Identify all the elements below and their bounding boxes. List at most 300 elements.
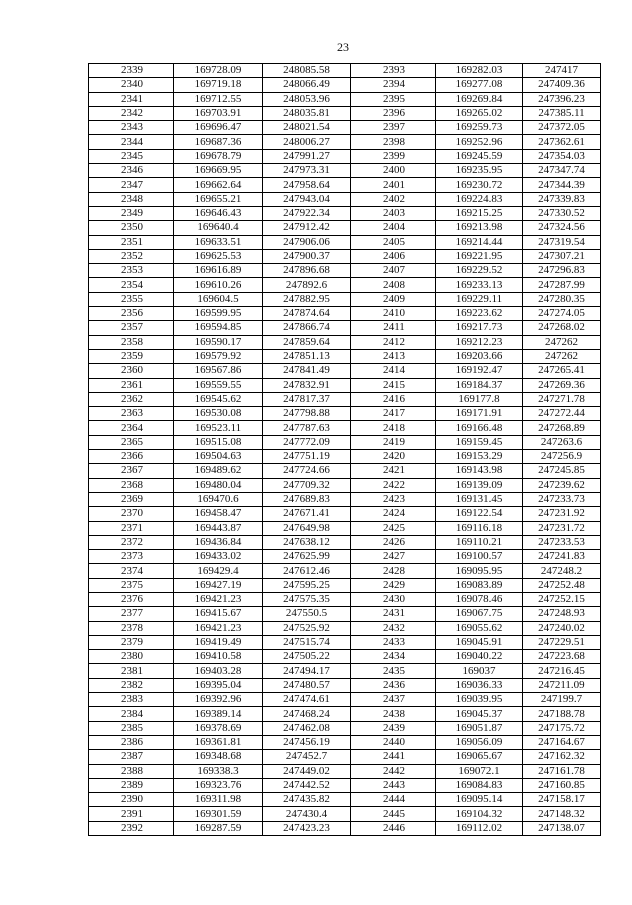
x-coordinate-cell: 169095.95 (436, 564, 523, 578)
x-coordinate-cell: 169122.54 (436, 507, 523, 521)
y-coordinate-cell: 247550.5 (263, 607, 351, 621)
x-coordinate-cell: 169403.28 (174, 664, 263, 678)
x-coordinate-cell: 169265.02 (436, 106, 523, 120)
x-coordinate-cell: 169410.58 (174, 650, 263, 664)
table-row (89, 278, 601, 292)
table-row (89, 349, 601, 363)
point-number-cell: 2393 (351, 64, 436, 78)
point-number-cell: 2365 (89, 435, 174, 449)
table-row (89, 664, 601, 678)
x-coordinate-cell: 169480.04 (174, 478, 263, 492)
y-coordinate-cell: 247162.32 (523, 750, 601, 764)
x-coordinate-cell: 169229.52 (436, 264, 523, 278)
table-row (89, 550, 601, 564)
y-coordinate-cell: 248021.54 (263, 121, 351, 135)
y-coordinate-cell: 247798.88 (263, 407, 351, 421)
table-row (89, 321, 601, 335)
point-number-cell: 2343 (89, 121, 174, 135)
y-coordinate-cell: 247991.27 (263, 149, 351, 163)
y-coordinate-cell: 247906.06 (263, 235, 351, 249)
y-coordinate-cell: 247468.24 (263, 707, 351, 721)
y-coordinate-cell: 247724.66 (263, 464, 351, 478)
table-row (89, 178, 601, 192)
point-number-cell: 2399 (351, 149, 436, 163)
y-coordinate-cell: 247456.19 (263, 735, 351, 749)
point-number-cell: 2341 (89, 92, 174, 106)
point-number-cell: 2375 (89, 578, 174, 592)
point-number-cell: 2345 (89, 149, 174, 163)
x-coordinate-cell: 169392.96 (174, 693, 263, 707)
table-row (89, 592, 601, 606)
table-row (89, 750, 601, 764)
point-number-cell: 2358 (89, 335, 174, 349)
table-row (89, 378, 601, 392)
y-coordinate-cell: 247362.61 (523, 135, 601, 149)
x-coordinate-cell: 169192.47 (436, 364, 523, 378)
y-coordinate-cell: 247515.74 (263, 635, 351, 649)
y-coordinate-cell: 248006.27 (263, 135, 351, 149)
point-number-cell: 2392 (89, 821, 174, 835)
y-coordinate-cell: 247188.78 (523, 707, 601, 721)
x-coordinate-cell: 169703.91 (174, 106, 263, 120)
y-coordinate-cell: 247216.45 (523, 664, 601, 678)
y-coordinate-cell: 247892.6 (263, 278, 351, 292)
x-coordinate-cell: 169177.8 (436, 392, 523, 406)
x-coordinate-cell: 169036.33 (436, 678, 523, 692)
y-coordinate-cell: 247265.41 (523, 364, 601, 378)
y-coordinate-cell: 247452.7 (263, 750, 351, 764)
x-coordinate-cell: 169427.19 (174, 578, 263, 592)
y-coordinate-cell: 247851.13 (263, 349, 351, 363)
y-coordinate-cell: 247239.62 (523, 478, 601, 492)
y-coordinate-cell: 247900.37 (263, 249, 351, 263)
x-coordinate-cell: 169037 (436, 664, 523, 678)
point-number-cell: 2408 (351, 278, 436, 292)
x-coordinate-cell: 169311.98 (174, 793, 263, 807)
table-row (89, 764, 601, 778)
y-coordinate-cell: 247241.83 (523, 550, 601, 564)
table-row (89, 421, 601, 435)
y-coordinate-cell: 247958.64 (263, 178, 351, 192)
x-coordinate-cell: 169419.49 (174, 635, 263, 649)
table-row (89, 221, 601, 235)
point-number-cell: 2404 (351, 221, 436, 235)
point-number-cell: 2371 (89, 521, 174, 535)
x-coordinate-cell: 169594.85 (174, 321, 263, 335)
table-body (89, 64, 601, 836)
x-coordinate-cell: 169230.72 (436, 178, 523, 192)
y-coordinate-cell: 247199.7 (523, 693, 601, 707)
point-number-cell: 2440 (351, 735, 436, 749)
y-coordinate-cell: 247223.68 (523, 650, 601, 664)
x-coordinate-cell: 169470.6 (174, 492, 263, 506)
point-number-cell: 2379 (89, 635, 174, 649)
point-number-cell: 2423 (351, 492, 436, 506)
x-coordinate-cell: 169361.81 (174, 735, 263, 749)
point-number-cell: 2400 (351, 164, 436, 178)
table-row (89, 635, 601, 649)
y-coordinate-cell: 247474.61 (263, 693, 351, 707)
point-number-cell: 2387 (89, 750, 174, 764)
x-coordinate-cell: 169515.08 (174, 435, 263, 449)
y-coordinate-cell: 247772.09 (263, 435, 351, 449)
point-number-cell: 2376 (89, 592, 174, 606)
x-coordinate-cell: 169100.57 (436, 550, 523, 564)
point-number-cell: 2394 (351, 78, 436, 92)
y-coordinate-cell: 247158.17 (523, 793, 601, 807)
point-number-cell: 2364 (89, 421, 174, 435)
point-number-cell: 2427 (351, 550, 436, 564)
point-number-cell: 2430 (351, 592, 436, 606)
x-coordinate-cell: 169443.87 (174, 521, 263, 535)
table-row (89, 650, 601, 664)
table-row (89, 135, 601, 149)
x-coordinate-cell: 169153.29 (436, 450, 523, 464)
y-coordinate-cell: 247233.53 (523, 535, 601, 549)
point-number-cell: 2439 (351, 721, 436, 735)
table-row (89, 607, 601, 621)
table-row (89, 535, 601, 549)
table-row (89, 335, 601, 349)
x-coordinate-cell: 169604.5 (174, 292, 263, 306)
point-number-cell: 2383 (89, 693, 174, 707)
point-number-cell: 2344 (89, 135, 174, 149)
y-coordinate-cell: 247612.46 (263, 564, 351, 578)
x-coordinate-cell: 169523.11 (174, 421, 263, 435)
x-coordinate-cell: 169421.23 (174, 592, 263, 606)
point-number-cell: 2434 (351, 650, 436, 664)
x-coordinate-cell: 169287.59 (174, 821, 263, 835)
x-coordinate-cell: 169696.47 (174, 121, 263, 135)
y-coordinate-cell: 247817.37 (263, 392, 351, 406)
point-number-cell: 2342 (89, 106, 174, 120)
x-coordinate-cell: 169171.91 (436, 407, 523, 421)
point-number-cell: 2441 (351, 750, 436, 764)
point-number-cell: 2352 (89, 249, 174, 263)
x-coordinate-cell: 169045.91 (436, 635, 523, 649)
point-number-cell: 2396 (351, 106, 436, 120)
x-coordinate-cell: 169252.96 (436, 135, 523, 149)
x-coordinate-cell: 169579.92 (174, 349, 263, 363)
point-number-cell: 2433 (351, 635, 436, 649)
x-coordinate-cell: 169436.84 (174, 535, 263, 549)
y-coordinate-cell: 247268.02 (523, 321, 601, 335)
y-coordinate-cell: 247240.02 (523, 621, 601, 635)
point-number-cell: 2422 (351, 478, 436, 492)
point-number-cell: 2391 (89, 807, 174, 821)
y-coordinate-cell: 247449.02 (263, 764, 351, 778)
table-row (89, 392, 601, 406)
y-coordinate-cell: 247385.11 (523, 106, 601, 120)
x-coordinate-cell: 169213.98 (436, 221, 523, 235)
x-coordinate-cell: 169078.46 (436, 592, 523, 606)
point-number-cell: 2395 (351, 92, 436, 106)
y-coordinate-cell: 247280.35 (523, 292, 601, 306)
x-coordinate-cell: 169323.76 (174, 778, 263, 792)
point-number-cell: 2426 (351, 535, 436, 549)
table-row (89, 821, 601, 835)
x-coordinate-cell: 169259.73 (436, 121, 523, 135)
x-coordinate-cell: 169221.95 (436, 249, 523, 263)
y-coordinate-cell: 247256.9 (523, 450, 601, 464)
coordinates-table (88, 63, 601, 836)
point-number-cell: 2363 (89, 407, 174, 421)
y-coordinate-cell: 247671.41 (263, 507, 351, 521)
y-coordinate-cell: 247943.04 (263, 192, 351, 206)
y-coordinate-cell: 247245.85 (523, 464, 601, 478)
point-number-cell: 2398 (351, 135, 436, 149)
x-coordinate-cell: 169633.51 (174, 235, 263, 249)
x-coordinate-cell: 169348.68 (174, 750, 263, 764)
y-coordinate-cell: 247296.83 (523, 264, 601, 278)
x-coordinate-cell: 169458.47 (174, 507, 263, 521)
table-row (89, 164, 601, 178)
table-row (89, 149, 601, 163)
point-number-cell: 2350 (89, 221, 174, 235)
x-coordinate-cell: 169389.14 (174, 707, 263, 721)
table-row (89, 92, 601, 106)
x-coordinate-cell: 169040.22 (436, 650, 523, 664)
point-number-cell: 2384 (89, 707, 174, 721)
y-coordinate-cell: 247372.05 (523, 121, 601, 135)
point-number-cell: 2373 (89, 550, 174, 564)
x-coordinate-cell: 169669.95 (174, 164, 263, 178)
y-coordinate-cell: 247344.39 (523, 178, 601, 192)
point-number-cell: 2361 (89, 378, 174, 392)
point-number-cell: 2428 (351, 564, 436, 578)
y-coordinate-cell: 247435.82 (263, 793, 351, 807)
point-number-cell: 2354 (89, 278, 174, 292)
point-number-cell: 2348 (89, 192, 174, 206)
y-coordinate-cell: 247751.19 (263, 450, 351, 464)
table-row (89, 578, 601, 592)
point-number-cell: 2372 (89, 535, 174, 549)
y-coordinate-cell: 247248.93 (523, 607, 601, 621)
x-coordinate-cell: 169224.83 (436, 192, 523, 206)
x-coordinate-cell: 169045.37 (436, 707, 523, 721)
y-coordinate-cell: 247272.44 (523, 407, 601, 421)
x-coordinate-cell: 169104.32 (436, 807, 523, 821)
x-coordinate-cell: 169728.09 (174, 64, 263, 78)
table-row (89, 507, 601, 521)
y-coordinate-cell: 248035.81 (263, 106, 351, 120)
x-coordinate-cell: 169214.44 (436, 235, 523, 249)
table-row (89, 292, 601, 306)
table-row (89, 521, 601, 535)
table-row (89, 450, 601, 464)
y-coordinate-cell: 247262 (523, 349, 601, 363)
x-coordinate-cell: 169166.48 (436, 421, 523, 435)
x-coordinate-cell: 169110.21 (436, 535, 523, 549)
y-coordinate-cell: 247161.78 (523, 764, 601, 778)
point-number-cell: 2437 (351, 693, 436, 707)
table-row (89, 407, 601, 421)
table-row (89, 106, 601, 120)
x-coordinate-cell: 169625.53 (174, 249, 263, 263)
y-coordinate-cell: 247787.63 (263, 421, 351, 435)
point-number-cell: 2401 (351, 178, 436, 192)
y-coordinate-cell: 247625.99 (263, 550, 351, 564)
x-coordinate-cell: 169203.66 (436, 349, 523, 363)
x-coordinate-cell: 169051.87 (436, 721, 523, 735)
x-coordinate-cell: 169067.75 (436, 607, 523, 621)
y-coordinate-cell: 247274.05 (523, 307, 601, 321)
y-coordinate-cell: 247649.98 (263, 521, 351, 535)
point-number-cell: 2355 (89, 292, 174, 306)
x-coordinate-cell: 169282.03 (436, 64, 523, 78)
x-coordinate-cell: 169083.89 (436, 578, 523, 592)
point-number-cell: 2351 (89, 235, 174, 249)
y-coordinate-cell: 247160.85 (523, 778, 601, 792)
x-coordinate-cell: 169212.23 (436, 335, 523, 349)
y-coordinate-cell: 247233.73 (523, 492, 601, 506)
point-number-cell: 2389 (89, 778, 174, 792)
x-coordinate-cell: 169072.1 (436, 764, 523, 778)
x-coordinate-cell: 169567.86 (174, 364, 263, 378)
point-number-cell: 2421 (351, 464, 436, 478)
point-number-cell: 2382 (89, 678, 174, 692)
point-number-cell: 2357 (89, 321, 174, 335)
table-row (89, 721, 601, 735)
y-coordinate-cell: 247575.35 (263, 592, 351, 606)
table-row (89, 778, 601, 792)
point-number-cell: 2367 (89, 464, 174, 478)
point-number-cell: 2411 (351, 321, 436, 335)
point-number-cell: 2369 (89, 492, 174, 506)
table-row (89, 78, 601, 92)
y-coordinate-cell: 247396.23 (523, 92, 601, 106)
y-coordinate-cell: 247148.32 (523, 807, 601, 821)
x-coordinate-cell: 169084.83 (436, 778, 523, 792)
table-row (89, 121, 601, 135)
y-coordinate-cell: 247882.95 (263, 292, 351, 306)
x-coordinate-cell: 169095.14 (436, 793, 523, 807)
y-coordinate-cell: 247164.67 (523, 735, 601, 749)
x-coordinate-cell: 169223.62 (436, 307, 523, 321)
y-coordinate-cell: 247138.07 (523, 821, 601, 835)
table-row (89, 492, 601, 506)
y-coordinate-cell: 247912.42 (263, 221, 351, 235)
y-coordinate-cell: 247252.48 (523, 578, 601, 592)
y-coordinate-cell: 247417 (523, 64, 601, 78)
y-coordinate-cell: 247689.83 (263, 492, 351, 506)
point-number-cell: 2431 (351, 607, 436, 621)
y-coordinate-cell: 247442.52 (263, 778, 351, 792)
point-number-cell: 2436 (351, 678, 436, 692)
table-row (89, 693, 601, 707)
y-coordinate-cell: 247287.99 (523, 278, 601, 292)
point-number-cell: 2386 (89, 735, 174, 749)
y-coordinate-cell: 247859.64 (263, 335, 351, 349)
x-coordinate-cell: 169338.3 (174, 764, 263, 778)
page-number: 23 (337, 40, 349, 54)
point-number-cell: 2424 (351, 507, 436, 521)
y-coordinate-cell: 247347.74 (523, 164, 601, 178)
point-number-cell: 2410 (351, 307, 436, 321)
y-coordinate-cell: 247324.56 (523, 221, 601, 235)
table-row (89, 206, 601, 220)
y-coordinate-cell: 247494.17 (263, 664, 351, 678)
point-number-cell: 2362 (89, 392, 174, 406)
y-coordinate-cell: 247263.6 (523, 435, 601, 449)
y-coordinate-cell: 247709.32 (263, 478, 351, 492)
table-row (89, 435, 601, 449)
x-coordinate-cell: 169545.62 (174, 392, 263, 406)
point-number-cell: 2406 (351, 249, 436, 263)
x-coordinate-cell: 169184.37 (436, 378, 523, 392)
point-number-cell: 2368 (89, 478, 174, 492)
table-row (89, 64, 601, 78)
point-number-cell: 2415 (351, 378, 436, 392)
table-row (89, 364, 601, 378)
point-number-cell: 2380 (89, 650, 174, 664)
point-number-cell: 2405 (351, 235, 436, 249)
y-coordinate-cell: 247339.83 (523, 192, 601, 206)
point-number-cell: 2381 (89, 664, 174, 678)
point-number-cell: 2407 (351, 264, 436, 278)
y-coordinate-cell: 247175.72 (523, 721, 601, 735)
x-coordinate-cell: 169429.4 (174, 564, 263, 578)
y-coordinate-cell: 247269.36 (523, 378, 601, 392)
x-coordinate-cell: 169233.13 (436, 278, 523, 292)
x-coordinate-cell: 169139.09 (436, 478, 523, 492)
table-row (89, 235, 601, 249)
x-coordinate-cell: 169277.08 (436, 78, 523, 92)
x-coordinate-cell: 169610.26 (174, 278, 263, 292)
y-coordinate-cell: 247462.08 (263, 721, 351, 735)
point-number-cell: 2402 (351, 192, 436, 206)
point-number-cell: 2374 (89, 564, 174, 578)
point-number-cell: 2346 (89, 164, 174, 178)
point-number-cell: 2432 (351, 621, 436, 635)
point-number-cell: 2360 (89, 364, 174, 378)
point-number-cell: 2356 (89, 307, 174, 321)
x-coordinate-cell: 169301.59 (174, 807, 263, 821)
point-number-cell: 2443 (351, 778, 436, 792)
y-coordinate-cell: 247841.49 (263, 364, 351, 378)
x-coordinate-cell: 169678.79 (174, 149, 263, 163)
y-coordinate-cell: 247354.03 (523, 149, 601, 163)
point-number-cell: 2397 (351, 121, 436, 135)
x-coordinate-cell: 169065.67 (436, 750, 523, 764)
table-row (89, 707, 601, 721)
point-number-cell: 2340 (89, 78, 174, 92)
point-number-cell: 2420 (351, 450, 436, 464)
x-coordinate-cell: 169131.45 (436, 492, 523, 506)
table-row (89, 735, 601, 749)
x-coordinate-cell: 169530.08 (174, 407, 263, 421)
point-number-cell: 2409 (351, 292, 436, 306)
point-number-cell: 2446 (351, 821, 436, 835)
table-row (89, 464, 601, 478)
y-coordinate-cell: 247505.22 (263, 650, 351, 664)
x-coordinate-cell: 169215.25 (436, 206, 523, 220)
point-number-cell: 2418 (351, 421, 436, 435)
x-coordinate-cell: 169599.95 (174, 307, 263, 321)
y-coordinate-cell: 247231.92 (523, 507, 601, 521)
x-coordinate-cell: 169245.59 (436, 149, 523, 163)
y-coordinate-cell: 247211.09 (523, 678, 601, 692)
point-number-cell: 2390 (89, 793, 174, 807)
y-coordinate-cell: 247525.92 (263, 621, 351, 635)
x-coordinate-cell: 169112.02 (436, 821, 523, 835)
x-coordinate-cell: 169055.62 (436, 621, 523, 635)
x-coordinate-cell: 169662.64 (174, 178, 263, 192)
y-coordinate-cell: 247262 (523, 335, 601, 349)
point-number-cell: 2416 (351, 392, 436, 406)
point-number-cell: 2429 (351, 578, 436, 592)
point-number-cell: 2425 (351, 521, 436, 535)
